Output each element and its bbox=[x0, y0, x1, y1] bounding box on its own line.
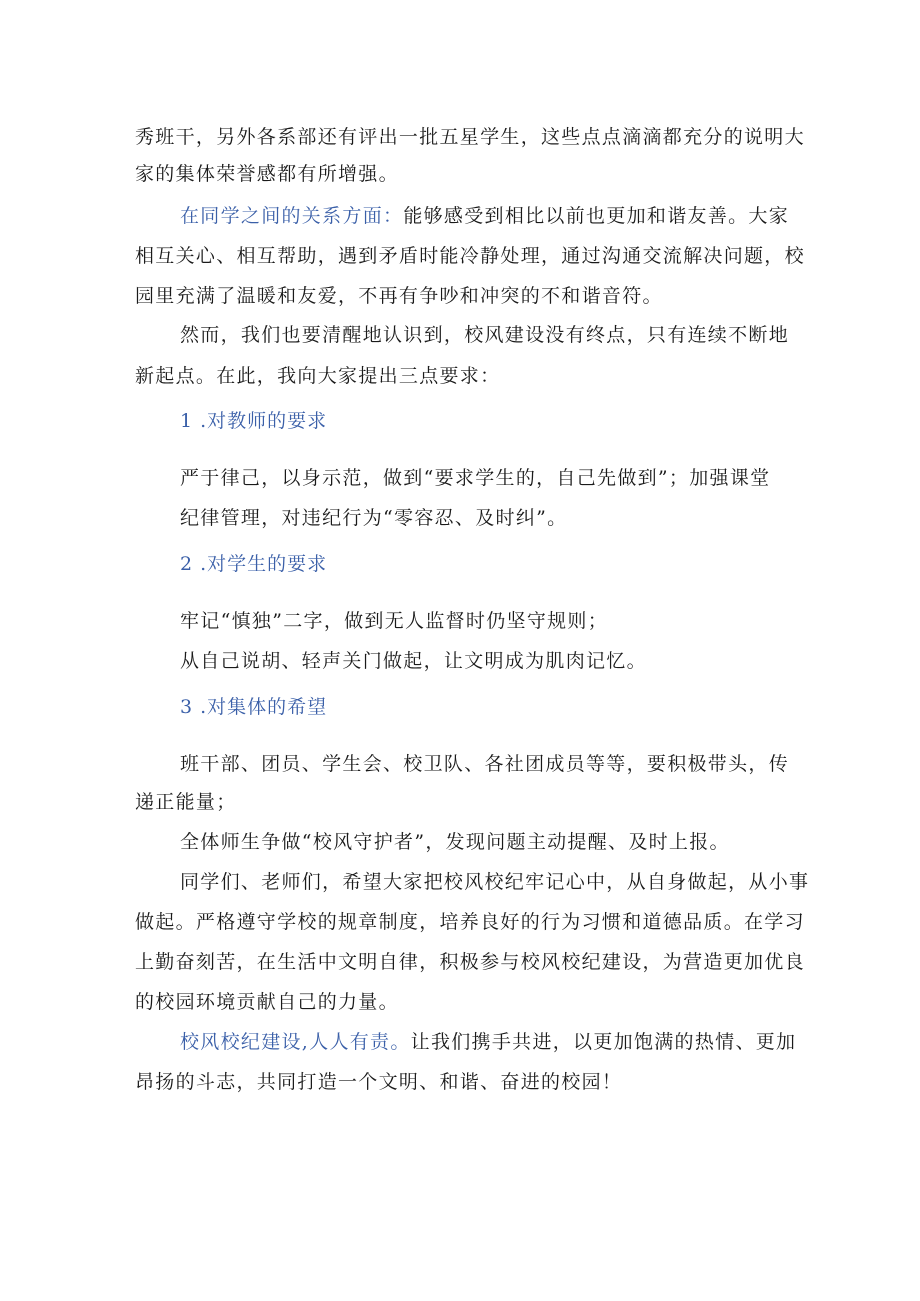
p4-line2: 纪律管理，对违纪行为“零容忍、及时纠”。 bbox=[180, 507, 568, 529]
p2-line1 bbox=[180, 204, 789, 228]
p9-line2: 昂扬的斗志，共同打造一个文明、和谐、奋进的校园！ bbox=[135, 1071, 623, 1093]
p5-line1: 牢记“慎独”二字，做到无人监督时仍坚守规则； bbox=[180, 610, 609, 632]
p3-line2: 新起点。在此，我向大家提出三点要求： bbox=[135, 365, 501, 387]
p1-line2: 家的集体荣誉感都有所增强。 bbox=[135, 163, 399, 185]
p8-line4: 的校园环境贡献自己的力量。 bbox=[135, 991, 399, 1013]
heading-teachers: 1 .对教师的要求 bbox=[180, 410, 328, 432]
p2-line3: 园里充满了温暖和友爱，不再有争吵和冲突的不和谐音符。 bbox=[135, 285, 663, 307]
heading-students: 2 .对学生的要求 bbox=[180, 553, 328, 575]
p7-line1: 全体师生争做“校风守护者”，发现问题主动提醒、及时上报。 bbox=[180, 831, 730, 853]
p9-line1 bbox=[180, 1030, 796, 1054]
p8-line2: 做起。严格遵守学校的规章制度，培养良好的行为习惯和道德品质。在学习 bbox=[135, 911, 805, 933]
p9-line1-rest: 让我们携手共进，以更加饱满的热情、更加 bbox=[410, 1031, 797, 1053]
p3-line1: 然而，我们也要清醒地认识到，校风建设没有终点，只有连续不断地 bbox=[180, 324, 790, 346]
p9-lead: 校风校纪建设,人人有责。 bbox=[180, 1031, 411, 1053]
p1-line1: 秀班干，另外各系部还有评出一批五星学生，这些点点滴滴都充分的说明大 bbox=[135, 126, 805, 148]
p2-lead: 在同学之间的关系方面： bbox=[180, 205, 404, 227]
heading-collective: 3 .对集体的希望 bbox=[180, 696, 328, 718]
p2-line2: 相互关心、相互帮助，遇到矛盾时能冷静处理，通过沟通交流解决问题，校 bbox=[135, 245, 805, 267]
p8-line3: 上勤奋刻苦，在生活中文明自律，积极参与校风校纪建设，为营造更加优良 bbox=[135, 951, 805, 973]
p8-line1: 同学们、老师们，希望大家把校风校纪牢记心中，从自身做起，从小事 bbox=[180, 871, 810, 893]
p6-line2: 递正能量； bbox=[135, 791, 237, 813]
p6-line1: 班干部、团员、学生会、校卫队、各社团成员等等，要积极带头，传 bbox=[180, 753, 790, 775]
p4-line1: 严于律己，以身示范，做到“要求学生的，自己先做到”；加强课堂 bbox=[180, 467, 771, 489]
p5-line2: 从自己说胡、轻声关门做起，让文明成为肌肉记忆。 bbox=[180, 650, 647, 672]
p2-line1-rest: 能够感受到相比以前也更加和谐友善。大家 bbox=[403, 205, 790, 227]
